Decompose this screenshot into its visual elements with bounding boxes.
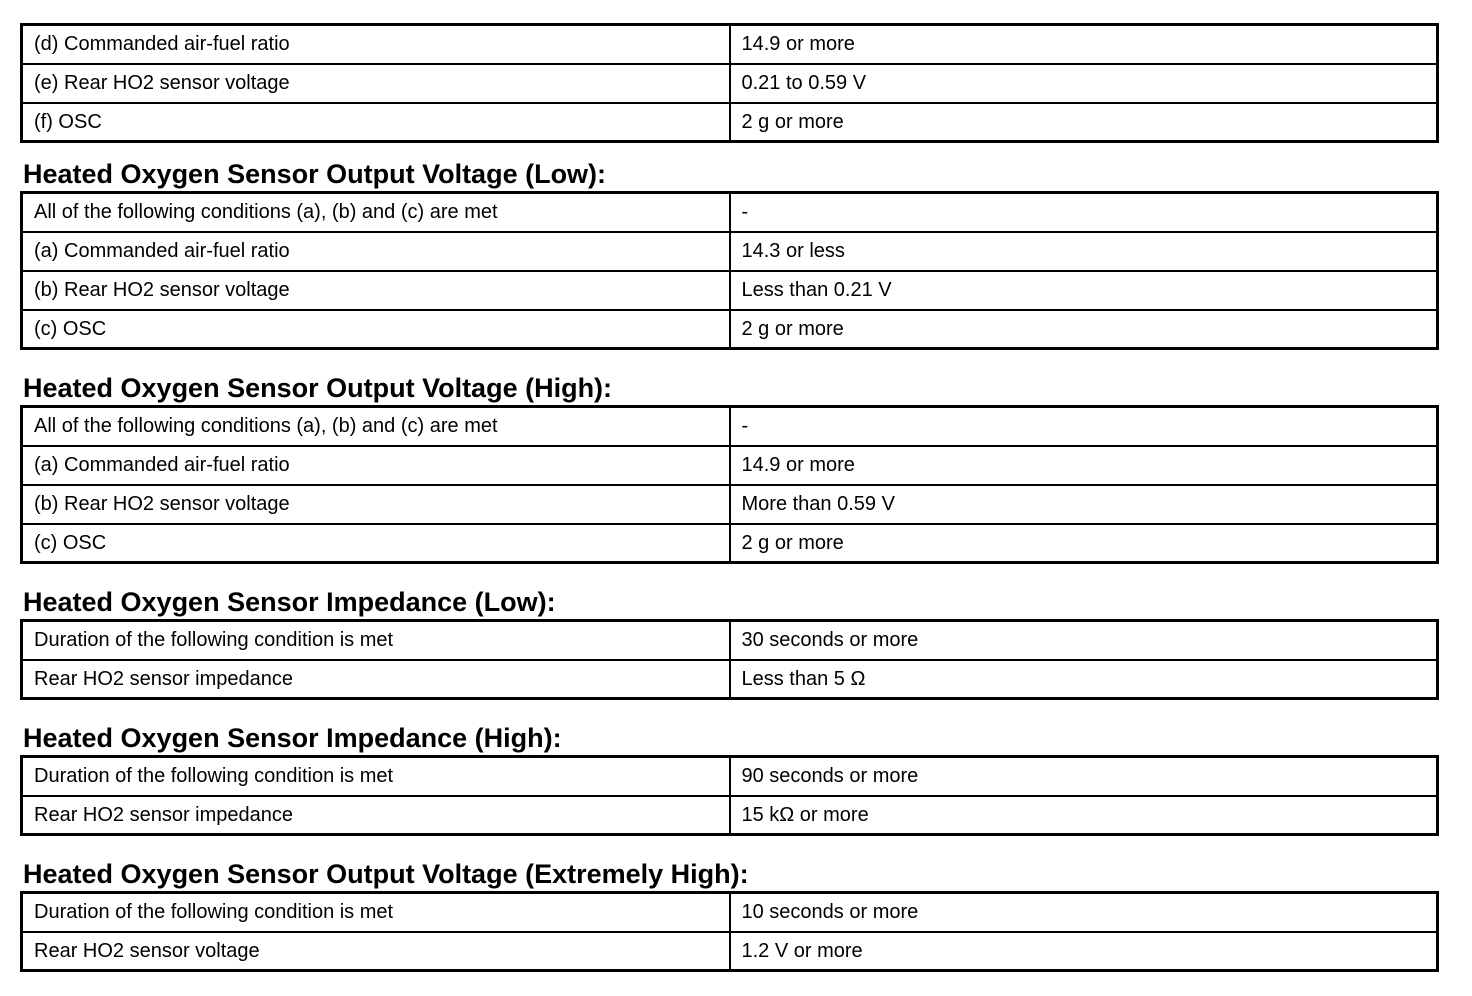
section-output-voltage-high — [20, 371, 1439, 564]
table-row — [22, 232, 1438, 271]
parameter-cell: (c) OSC — [22, 524, 730, 563]
value-cell: - — [741, 415, 749, 438]
value-cell: 15 kΩ or more — [730, 796, 1438, 835]
table-row — [22, 310, 1438, 349]
table-row — [22, 64, 1438, 103]
value-cell: 90 seconds or more — [741, 765, 919, 788]
table-row — [22, 193, 1438, 232]
parameter-cell: Duration of the following condition is met — [22, 757, 730, 796]
value-cell: 0.21 to 0.59 V — [730, 64, 1438, 103]
table-row — [22, 932, 1438, 971]
section-heading: Heated Oxygen Sensor Output Voltage (High): — [23, 373, 613, 403]
parameter-cell: (c) OSC — [22, 310, 730, 349]
parameter-cell: (b) Rear HO2 sensor voltage — [22, 271, 730, 310]
table-row — [22, 621, 1438, 660]
value-cell: 14.9 or more — [730, 446, 1438, 485]
value-cell: 1.2 V or more — [730, 932, 1438, 971]
parameter-cell: (e) Rear HO2 sensor voltage — [22, 64, 730, 103]
parameter-cell: All of the following conditions (a), (b) and (c) are met — [22, 193, 730, 232]
parameter-cell: All of the following conditions (a), (b) and (c) are met — [22, 407, 730, 446]
section-heading: Heated Oxygen Sensor Impedance (High): — [23, 723, 562, 753]
spec-table — [20, 755, 1439, 836]
section-heading: Heated Oxygen Sensor Output Voltage (Extremely High): — [23, 859, 749, 889]
table-row — [22, 407, 1438, 446]
value-cell: 2 g or more — [730, 524, 1438, 563]
parameter-cell: Duration of the following condition is met — [22, 893, 730, 932]
spec-table — [20, 405, 1439, 564]
value-cell: Less than 0.21 V — [730, 271, 1438, 310]
parameter-cell: Rear HO2 sensor impedance — [22, 796, 730, 835]
table-row — [22, 485, 1438, 524]
spec-table — [20, 23, 1439, 143]
parameter-cell: (a) Commanded air-fuel ratio — [22, 232, 730, 271]
value-cell: 10 seconds or more — [741, 901, 919, 924]
table-row — [22, 660, 1438, 699]
spec-table — [20, 191, 1439, 350]
table-row — [22, 796, 1438, 835]
value-cell: More than 0.59 V — [730, 485, 1438, 524]
table-row — [22, 524, 1438, 563]
parameter-cell: (a) Commanded air-fuel ratio — [22, 446, 730, 485]
section-heading: Heated Oxygen Sensor Output Voltage (Low): — [23, 159, 607, 189]
value-cell: 2 g or more — [730, 103, 1438, 142]
section-heading: Heated Oxygen Sensor Impedance (Low): — [23, 587, 556, 617]
table-row — [22, 446, 1438, 485]
table-row — [22, 893, 1438, 932]
value-cell: 2 g or more — [730, 310, 1438, 349]
spec-table — [20, 619, 1439, 700]
parameter-cell: (f) OSC — [22, 103, 730, 142]
value-cell: 14.9 or more — [741, 33, 855, 56]
value-cell: 30 seconds or more — [741, 629, 919, 652]
section-impedance-low — [20, 585, 1439, 700]
section-impedance-high — [20, 721, 1439, 836]
parameter-cell: Rear HO2 sensor impedance — [22, 660, 730, 699]
table-row — [22, 25, 1438, 64]
parameter-cell: Rear HO2 sensor voltage — [22, 932, 730, 971]
value-cell: 14.3 or less — [730, 232, 1438, 271]
parameter-cell: (b) Rear HO2 sensor voltage — [22, 485, 730, 524]
section-output-voltage-extremely-high — [20, 857, 1439, 972]
table-row — [22, 271, 1438, 310]
table-row — [22, 757, 1438, 796]
spec-table — [20, 891, 1439, 972]
parameter-cell: Duration of the following condition is met — [22, 621, 730, 660]
table-row — [22, 103, 1438, 142]
value-cell: Less than 5 Ω — [730, 660, 1438, 699]
section-output-voltage-low — [20, 157, 1439, 350]
parameter-cell: (d) Commanded air-fuel ratio — [22, 25, 730, 64]
value-cell: - — [741, 201, 749, 224]
section-continuation — [20, 23, 1439, 143]
